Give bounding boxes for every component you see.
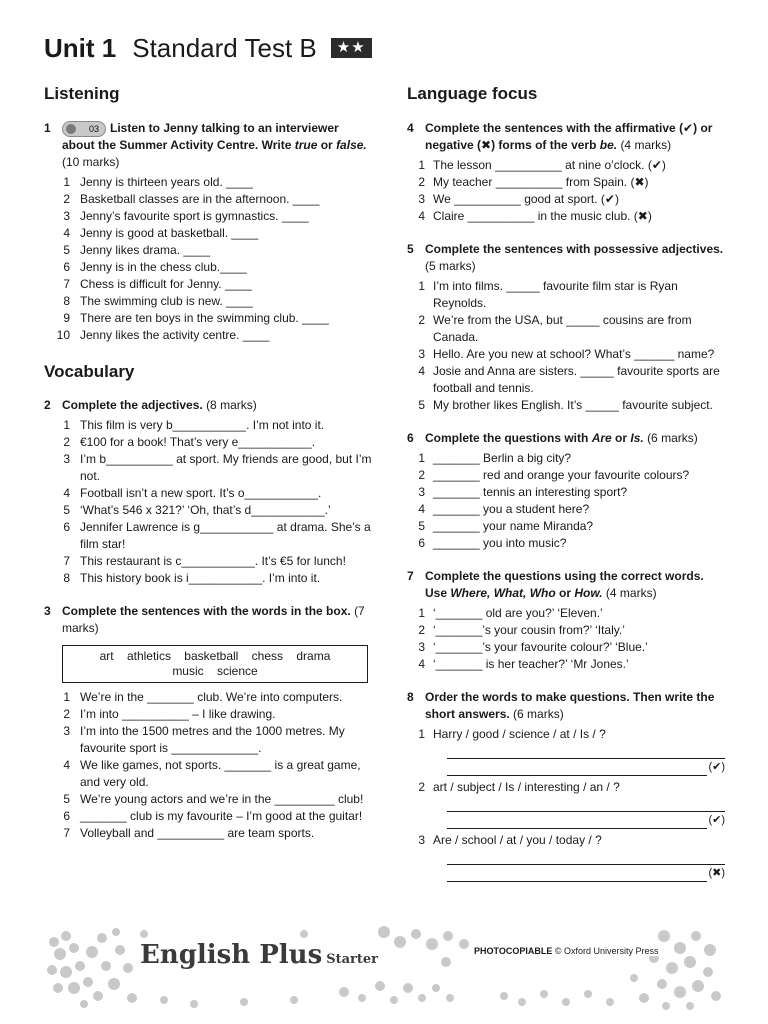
answer-line[interactable] [447, 849, 725, 865]
q7-items [407, 605, 725, 673]
list-item: 3 Jenny’s favourite sport is gymnastics. ____ [63, 209, 309, 223]
list-item: 8 The swimming club is new. ____ [63, 294, 253, 308]
answer-row[interactable] [447, 812, 725, 829]
list-item: 6 _______ club is my favourite – I’m good at the guitar! [63, 809, 363, 823]
word-box [62, 645, 368, 683]
answer-line[interactable] [447, 743, 725, 759]
q1-marks: (10 marks) [62, 155, 120, 169]
list-item: 2 Basketball classes are in the afternoon. ____ [63, 192, 320, 206]
q1-true: true [294, 138, 318, 152]
question-2 [44, 397, 374, 414]
list-item: 1 Jenny is thirteen years old. ____ [63, 175, 253, 189]
word-box-line-2: music science [172, 664, 258, 678]
q1-instruction: Listen to Jenny talking to an interviewer about the Summer Activity Centre. Write [62, 121, 339, 152]
q8-items-2 [407, 779, 725, 796]
list-item: 2 €100 for a book! That’s very e___________. [63, 435, 316, 449]
list-item: 1 This film is very b___________. I’m not into it. [63, 418, 325, 432]
list-item: 5 My brother likes English. It’s _____ favourite subject. [418, 398, 713, 412]
q2-items [44, 417, 374, 587]
q4-instruction: Complete the sentences with the affirmative (✔) or negative (✖) forms of the verb [425, 121, 713, 152]
q5-items [407, 278, 725, 414]
question-5 [407, 241, 725, 275]
list-item: 10 Jenny likes the activity centre. ____ [56, 328, 270, 342]
list-item: 1 We’re in the _______ club. We’re into computers. [63, 690, 343, 704]
q6-are: Are [591, 431, 612, 445]
q5-marks: (5 marks) [425, 259, 476, 273]
q4-marks: (4 marks) [620, 138, 672, 152]
q5-instruction: Complete the sentences with possessive adjectives. [425, 242, 724, 256]
list-item: 2 My teacher __________ from Spain. (✖) [418, 175, 649, 189]
question-3 [44, 603, 374, 637]
list-item: 4 Josie and Anna are sisters. _____ favourite sports are football and tennis. [418, 364, 720, 395]
list-item: 1 I’m into films. _____ favourite film star is Ryan Reynolds. [418, 279, 678, 310]
list-item: 6 _______ you into music? [418, 536, 567, 550]
question-number: 7 [407, 569, 414, 583]
english-plus-logo [136, 940, 382, 970]
question-number: 8 [407, 690, 414, 704]
list-item: 1 _______ Berlin a big city? [418, 451, 572, 465]
list-item: 5 We’re young actors and we’re in the _________ club! [63, 792, 364, 806]
list-item: 6 Jennifer Lawrence is g___________ at drama. She’s a film star! [63, 520, 371, 551]
q7-words: Where, What, Who [450, 586, 556, 600]
q6-instruction: Complete the questions with [425, 431, 592, 445]
list-item: 4 Claire __________ in the music club. (✖) [418, 209, 652, 223]
list-item: 3 _______ tennis an interesting sport? [418, 485, 628, 499]
q3-instruction: Complete the sentences with the words in the box. [62, 604, 351, 618]
answer-line[interactable] [447, 796, 725, 812]
list-item: 6 Jenny is in the chess club.____ [63, 260, 247, 274]
list-item: 5 _______ your name Miranda? [418, 519, 594, 533]
list-item: 9 There are ten boys in the swimming club. ____ [63, 311, 329, 325]
list-item: 3 Are / school / at / you / today / ? [418, 833, 602, 847]
answer-mark: (✔) [708, 761, 725, 773]
list-item: 4 Jenny is good at basketball. ____ [63, 226, 259, 240]
list-item: 7 Volleyball and __________ are team sports. [63, 826, 315, 840]
question-number: 2 [44, 398, 51, 412]
list-item: 3 We __________ good at sport. (✔) [418, 192, 619, 206]
list-item: 4 ‘_______ is her teacher?’ ‘Mr Jones.’ [418, 657, 629, 671]
q4-verb: be. [599, 138, 618, 152]
list-item: 3 I’m b__________ at sport. My friends are good, but I’m not. [63, 452, 372, 483]
list-item: 4 Football isn’t a new sport. It’s o___________. [63, 486, 322, 500]
brand-level: Starter [326, 952, 379, 967]
q6-or: or [611, 431, 631, 445]
list-item: 7 Chess is difficult for Jenny. ____ [63, 277, 252, 291]
list-item: 2 _______ red and orange your favourite colours? [418, 468, 690, 482]
q7-marks: (4 marks) [605, 586, 657, 600]
question-6 [407, 430, 725, 447]
question-number: 6 [407, 431, 414, 445]
q1-false: false. [336, 138, 367, 152]
q6-marks: (6 marks) [647, 431, 698, 445]
left-column [44, 84, 374, 842]
list-item: 8 This history book is i___________. I’m into it. [63, 571, 321, 585]
q7-instruction: Complete the questions using the correct words. Use [425, 569, 704, 600]
copyright-text: © Oxford University Press [554, 946, 659, 956]
q3-items [44, 689, 374, 842]
q8-items-3 [407, 832, 725, 849]
listening-heading: Listening [44, 84, 120, 103]
question-number: 4 [407, 121, 414, 135]
list-item: 3 Hello. Are you new at school? What’s ______ name? [418, 347, 715, 361]
q6-is: Is. [630, 431, 644, 445]
answer-row[interactable] [447, 865, 725, 882]
test-name: Standard Test B [132, 33, 317, 63]
answer-row[interactable] [447, 759, 725, 776]
page-title [44, 32, 372, 64]
list-item: 3 I’m into the 1500 metres and the 1000 metres. My favourite sport is _____________. [63, 724, 345, 755]
list-item: 1 Harry / good / science / at / Is / ? [418, 727, 606, 741]
list-item: 2 I’m into __________ – I like drawing. [63, 707, 276, 721]
right-column [407, 84, 725, 882]
answer-mark: (✔) [708, 814, 725, 826]
q1-items [44, 174, 374, 344]
question-1 [44, 120, 374, 171]
q8-instruction: Order the words to make questions. Then write the short answers. [425, 690, 715, 721]
difficulty-stars-badge: ★★ [331, 38, 372, 58]
photocopiable-label: PHOTOCOPIABLE [474, 946, 553, 956]
q1-or: or [317, 138, 337, 152]
q8-marks: (6 marks) [513, 707, 564, 721]
list-item: 1 The lesson __________ at nine o’clock. (✔) [418, 158, 666, 172]
audio-track-icon[interactable] [62, 121, 106, 137]
question-number: 1 [44, 121, 51, 135]
q4-items [407, 157, 725, 225]
audio-track-number: 03 [88, 123, 99, 134]
list-item: 7 This restaurant is c___________. It’s €5 for lunch! [63, 554, 346, 568]
question-number: 5 [407, 242, 414, 256]
q7-how: How. [574, 586, 603, 600]
list-item: 5 ‘What’s 546 x 321?’ ‘Oh, that’s d___________.’ [63, 503, 331, 517]
photocopiable-notice [470, 946, 663, 956]
question-4 [407, 120, 725, 154]
footer [44, 922, 724, 1012]
list-item: 5 Jenny likes drama. ____ [63, 243, 211, 257]
list-item: 2 art / subject / Is / interesting / an / ? [418, 780, 620, 794]
list-item: 4 We like games, not sports. _______ is a great game, and very old. [63, 758, 361, 789]
question-7 [407, 568, 725, 602]
word-box-line-1: art athletics basketball chess drama [99, 649, 331, 663]
answer-mark: (✖) [708, 867, 725, 879]
list-item: 4 _______ you a student here? [418, 502, 590, 516]
list-item: 2 ‘_______’s your cousin from?’ ‘Italy.’ [418, 623, 625, 637]
q2-marks: (8 marks) [206, 398, 257, 412]
list-item: 1 ‘_______ old are you?’ ‘Eleven.’ [418, 606, 603, 620]
list-item: 2 We’re from the USA, but _____ cousins are from Canada. [418, 313, 692, 344]
unit-label: Unit 1 [44, 33, 117, 63]
vocabulary-heading: Vocabulary [44, 362, 135, 381]
question-8 [407, 689, 725, 723]
brand-name: English Plus [140, 940, 323, 970]
list-item: 3 ‘_______’s your favourite colour?’ ‘Blue.’ [418, 640, 648, 654]
question-number: 3 [44, 604, 51, 618]
q7-or: or [555, 586, 575, 600]
q2-instruction: Complete the adjectives. [62, 398, 203, 412]
language-focus-heading: Language focus [407, 84, 538, 103]
q8-items [407, 726, 725, 743]
q6-items [407, 450, 725, 552]
q3-marks: (7 marks) [62, 604, 365, 635]
